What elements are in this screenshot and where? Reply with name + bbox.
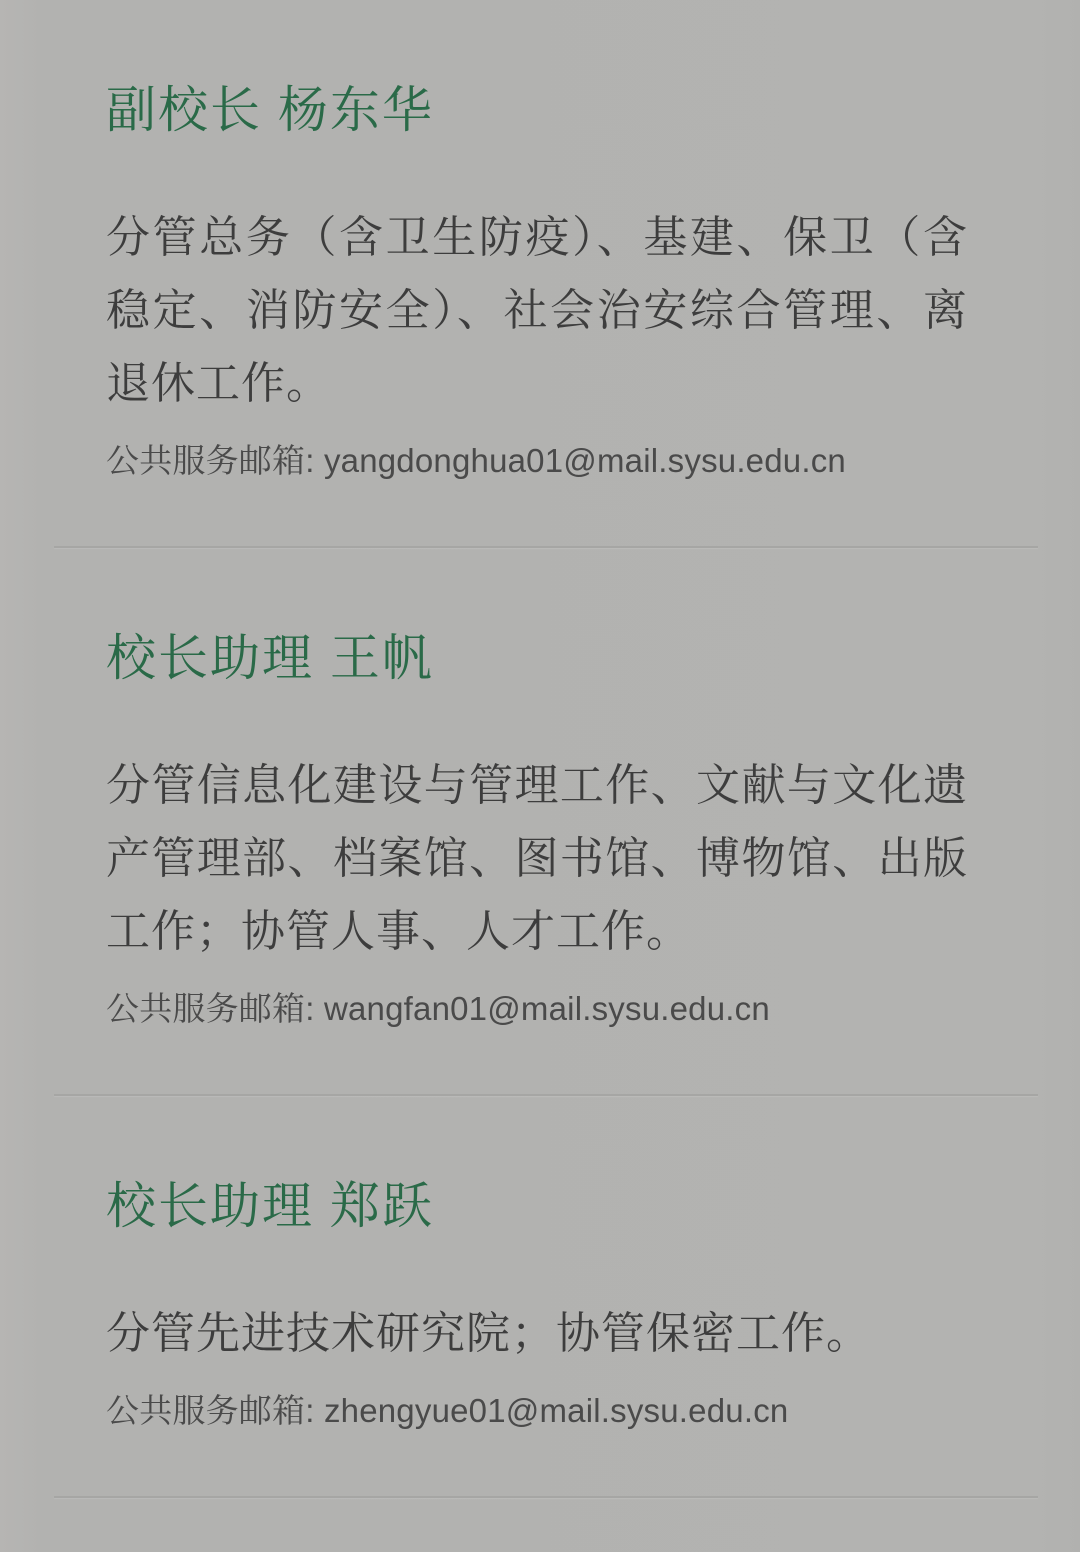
leader-section-wangfan — [0, 626, 1080, 1096]
leader-title: 校长助理 王帆 — [106, 630, 434, 686]
leader-section-zhengyue — [0, 1174, 1080, 1498]
leader-title: 校长助理 郑跃 — [106, 1178, 434, 1234]
leader-duties: 分管信息化建设与管理工作、文献与文化遗产管理部、档案馆、图书馆、博物馆、出版工作；协管人事、人才工作。 — [106, 761, 968, 956]
email-address: yangdonghua01@mail.sysu.edu.cn — [323, 442, 846, 479]
email-line — [106, 986, 968, 1032]
leader-duties: 分管总务（含卫生防疫）、基建、保卫（含稳定、消防安全）、社会治安综合管理、离退休工作。 — [106, 213, 968, 408]
email-label: 公共服务邮箱: — [106, 1392, 315, 1429]
section-divider — [54, 546, 1038, 548]
email-line — [106, 1388, 968, 1434]
leader-duties: 分管先进技术研究院；协管保密工作。 — [106, 1309, 871, 1358]
leader-section-yangdonghua — [0, 78, 1080, 548]
email-address: zhengyue01@mail.sysu.edu.cn — [323, 1392, 789, 1429]
leader-title: 副校长 杨东华 — [106, 82, 434, 138]
email-label: 公共服务邮箱: — [106, 990, 315, 1027]
section-divider — [54, 1094, 1038, 1096]
leader-section-content — [0, 626, 1080, 1032]
leader-section-content — [0, 1174, 1080, 1434]
email-label: 公共服务邮箱: — [106, 442, 315, 479]
email-address: wangfan01@mail.sysu.edu.cn — [323, 990, 770, 1027]
section-divider — [54, 1496, 1038, 1498]
leader-section-content — [0, 78, 1080, 484]
email-line — [106, 438, 968, 484]
